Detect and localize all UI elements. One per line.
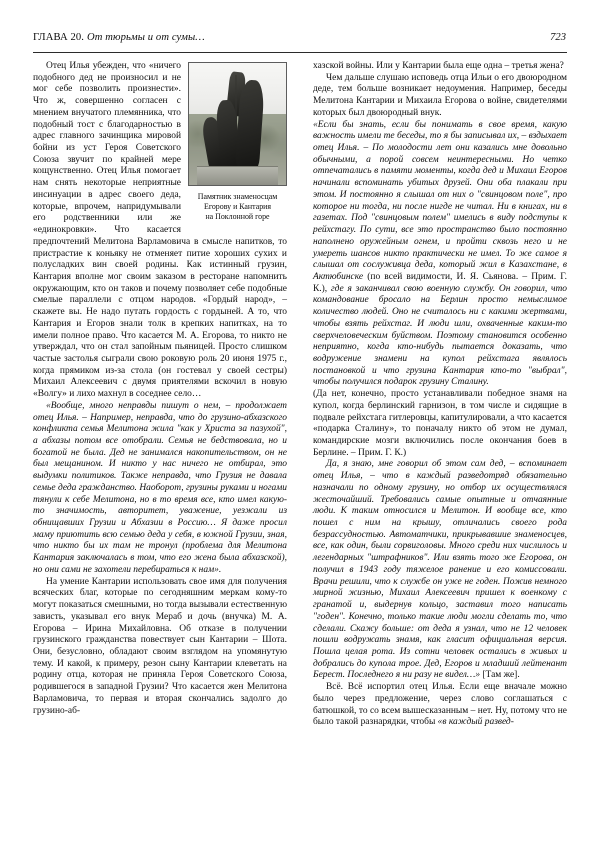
editor-note: (по всей видимости, И. Я. Сьянова. – Прим. Г. К.),: [313, 271, 567, 294]
figure-monument: [188, 62, 287, 222]
body-columns: [33, 61, 567, 831]
source-reference: [Там же].: [482, 670, 520, 681]
right-column: [313, 61, 567, 831]
running-head-chapter: [33, 33, 205, 44]
running-head: [33, 33, 567, 53]
chapter-title: От тюрьмы и от сумы…: [87, 32, 205, 43]
monument-photo: [188, 62, 287, 186]
page-number: 723: [550, 32, 566, 43]
figure-caption-line-2: Егорову и Кантария: [204, 202, 271, 212]
paragraph: «Вообще, много неправды пишут о нем, – продолжает отец Илья. – Например, неправда, что до грузино-абхазского конфликта семья Мелитона жила "как у Христа за пазухой", а абхазы потом все отобрали. Семья не бедствовала, но и богатой не была. Дед не занимался накопительством, он не был мещанином. И никто у нас ничего не отбирал, это выдумки политиков. Также неправда, что Грузия не давала семье деда гражданство. Наоборот, грузины руками и ногами тянули к себе Мелитона, но в то время все, кто имел какую-то значимость, авторитет, уважение, уезжали из обнищавших Грузии и Абхазии в Россию… Я даже просил маму приютить всю семью деда у себя, в южной Грузии, зная, что никто бы их там не тронул (проблема для Мелитона Кантария заключалась в том, что его жена была абхазской), но они сами не захотели перебираться к нам».: [33, 400, 287, 575]
chapter-label: ГЛАВА 20.: [33, 32, 85, 43]
quote-run: «в каждый развед-: [437, 717, 514, 728]
quote-run: где я заканчивал свою военную службу. Он говорил, что командование бросало на Берлин просто немыслимое количество людей. Оно не считалось ни с какими жертвами, чтобы взять рейхстаг. И люди шли, охваченные каким-то сверхчеловеческим буйством. Поэтому становится особенно неприятно, когда кто-нибудь пытается доказать, что водружение знамени на купол рейхстага являлось постановкой и что грузина Кантария кто-то "выбрал", чтобы получился подарок грузину Сталину.: [313, 283, 568, 388]
left-column: [33, 61, 287, 831]
figure-caption: [188, 192, 287, 222]
paragraph: Отец Илья убежден, что «ничего подобного дед не произносил и не мог себе позволить произнести». Что ж, совершенно согласен с мнением внучатого племянника, что подобный тост с благодарностью в адрес главного зачинщика мировой бойни из уст Героя Советского Союза звучит по крайней мере кощунственно. Отец Илья помогает нам снять некоторые неприятные инсинуации в адрес своего деда, которые, впрочем, напридумывали его родственники или же «единокровки». Что касается предпочтений Мелитона Варламовича в смысле напитков, то пристрастие к коньяку не отменяет питие хороших сухих и полусладких вин своей родины. Как истинный грузин, Кантария вполне мог своим заказом в ресторане напомнить окружающим, кто он таков и почему позволяет себе подобные смелые параллели с отцом народов. «Гордый народ», – скажете вы. Не надо путать гордость с гордыней. А то, что Кантария и Егоров знали толк в крепких напитках, на то имели полное право. Что касается М. А. Егорова, то никто не утверждал, что он стал запойным пьяницей. Просто слишком частые застолья сыграли свою роковую роль 20 июня 1975 г., когда прямиком из-за стола (он гостевал у своей сестры) Михаил Алексеевич с двумя приятелями вскочил в новую «Волгу» и лихо махнул в соседнее село…: [33, 61, 287, 400]
figure-caption-line-1: Памятник знаменосцам: [197, 192, 278, 201]
paragraph: [313, 682, 567, 729]
paragraph: [313, 459, 567, 682]
text-run: Всё. Всё испортил отец Илья. Если еще вначале можно было через предложение, через слово соглашаться с батюшкой, то со всем вышесказанным – нет. Ну, потому что не было такой разнарядки, чтобы: [313, 682, 567, 728]
paragraph: На умение Кантарии использовать свое имя для получения всяческих благ, которые по сегодняшним меркам кому-то могут показаться смешными, но тогда вызывали естественную зависть, указывал его внук Мераб и дочь (внучка) М. А. Егорова – Ирина Михайловна. Об отказе в получении грузинского гражданства повествует сын Кантарии – Шота. Они, безусловно, обладают своим взглядом на упомянутую тему. И какой, к примеру, резон сыну Кантарии клеветать на родину отца, которая не приняла Героя Советского Союза, родившегося в западной Грузии? Что касается жен Мелитона Варламовича, то первая и вторая скончались задолго до грузино-аб-: [33, 576, 287, 716]
quote-run: «Если бы знать, если бы понимать в свое время, какую важность имели те беседы, то я бы записывал их, – вздыхает отец Илья. – По молодости лет они казались мне довольно обычными, а порой совсем неинтересными. Но четко отпечатались в памяти моменты, когда дед и Михаил Егоров начинали вспоминать убитых друзей. Они оба плакали при этом. И постоянно я слышал от них о "свинцовом поле", про которое ни тогда, ни после нигде не читал. Ни в книгах, ни в газетах. Под "свинцовым полем" имелись в виду подступы к рейхстагу. По сути, все это пространство было постоянно наполнено оружейным огнем, и пройти сквозь него и не умереть шансов никто практически не имел. То же самое я слышал от сослуживца деда, который жил в Казахстане, в Актюбинске: [313, 119, 567, 282]
paragraph: (Да нет, конечно, просто устанавливали победное знамя на купол, когда берлинский гарнизон, в том числе и сидящие в подвале рейхстага гитлеровцы, капитулировали, а что касается «подарка Сталину», то поначалу никто об этом не думал, командирские мозги включились после окончания боев в Берлине. – Прим. Г. К.): [313, 389, 567, 458]
figure-caption-line-3: на Поклонной горе: [205, 212, 270, 222]
photo-pedestal: [197, 166, 278, 185]
paragraph: [313, 120, 567, 390]
quote-run: Да, я знаю, мне говорил об этом сам дед, – вспоминает отец Илья, – что в каждый разведотряд обязательно назначали по одному грузину, но отбор их осуществлялся жесточайший. Требовались самые опытные и отчаянные люди. К таким относился и Мелитон. И вообще все, кто пошел с ним на крышу, отличались своего рода безрассудностью. Автоматчики, прикрывавшие знаменосцев, все, как один, были сорвиголовы. Много среди них числилось и легендарных "штрафников". Или взять того же Егорова, он получил в 1943 году тяжелое ранение и его комиссовали. Врачи решили, что к службе он уже не годен. Пожив немного мирной жизнью, Михаил Алексеевич пришел к военкому с гранатой и, выдернув кольцо, заставил того написать "годен". Конечно, только такие люди могли сделать то, что сделали. Скажу больше: от деда я узнал, что не 12 человек пошли водружать знамя, как гласит официальная версия. Пошла целая рота. Из сотни человек остались в живых и добрались до купола трое. Дед, Егоров и младший лейтенант Берест. Последнего я ни разу не видел…»: [313, 459, 567, 681]
paragraph: хазской войны. Или у Кантарии была еще одна – третья жена?: [313, 61, 564, 71]
paragraph: Чем дальше слушаю исповедь отца Ильи о его двоюродном деде, тем больше возникает недоумения. Например, беседы Мелитона Кантарии и Михаила Егорова о войне, свидетелями которых был двоюродный внук.: [313, 72, 567, 118]
